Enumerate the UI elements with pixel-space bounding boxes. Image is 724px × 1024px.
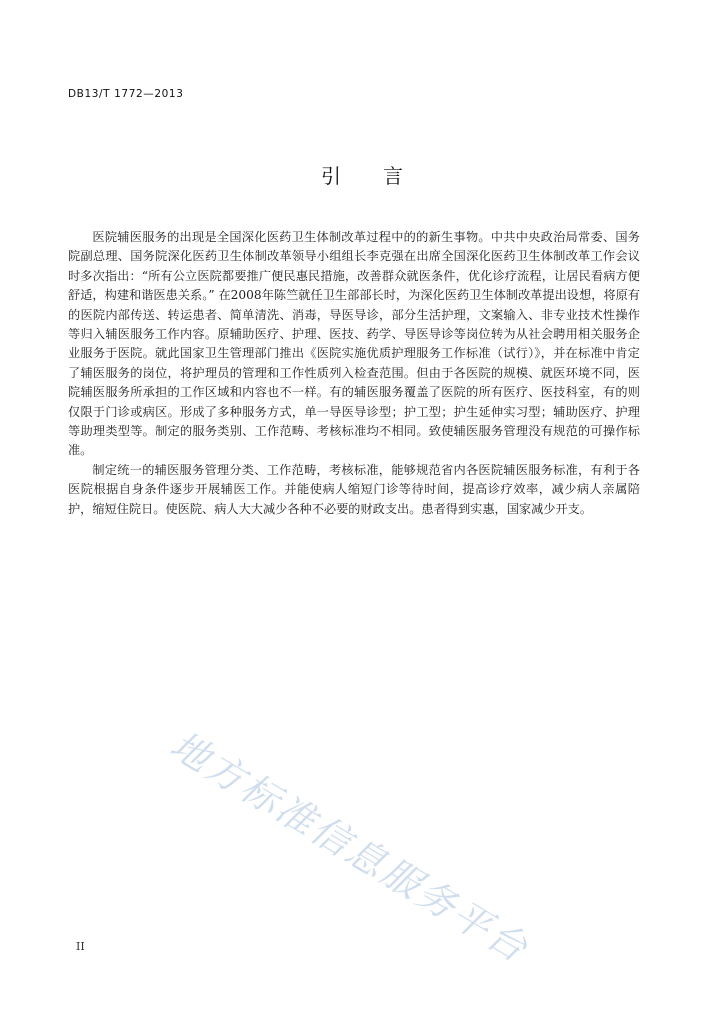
paragraph-2: 制定统一的辅医服务管理分类、工作范畴，考核标准，能够规范省内各医院辅医服务标准，有利于各医院根据自身条件逐步开展辅医工作。并能使病人缩短门诊等待时间，提高诊疗效率，减少病人亲属陪护，缩短住院日。使医院、病人大大减少各种不必要的财政支出。患者得到实惠，国家减少开支。 — [68, 462, 640, 516]
standard-code: DB13/T 1772—2013 — [68, 88, 184, 100]
watermark: 地方标准信息服务平台 — [162, 722, 537, 972]
page-title: 引言 — [321, 164, 445, 188]
body-text — [68, 228, 640, 519]
page-number: II — [76, 940, 85, 953]
paragraph-1: 医院辅医服务的出现是全国深化医药卫生体制改革过程中的的新生事物。中共中央政治局常委、国务院副总理、国务院深化医药卫生体制改革领导小组组长李克强在出席全国深化医药卫生体制改革工作会议时多次指出：“所有公立医院都要推广便民惠民措施，改善群众就医条件，优化诊疗流程，让居民看病方便舒适，构建和谐医患关系。” 在2008年陈竺就任卫生部部长时，为深化医药卫生体制改革提出设想，将原有的医院内部传送、转运患者、简单清洗、消毒，导医导诊，部分生活护理，文案输入、非专业技术性操作等归入辅医服务工作内容。原辅助医疗、护理、医技、药学、导医导诊等岗位转为从社会聘用相关服务企业服务于医院。就此国家卫生管理部门推出《医院实施优质护理服务工作标准（试行）》，并在标准中肯定了辅医服务的岗位，将护理员的管理和工作性质列入检查范围。但由于各医院的规模、就医环境不同，医院辅医服务所承担的工作区域和内容也不一样。有的辅医服务覆盖了医院的所有医疗、医技科室，有的则仅限于门诊或病区。形成了多种服务方式，单一导医导诊型；护工型；护生延伸实习型；辅助医疗、护理等助理类型等。制定的服务类别、工作范畴、考核标准均不相同。致使辅医服务管理没有规范的可操作标准。 — [68, 230, 640, 458]
